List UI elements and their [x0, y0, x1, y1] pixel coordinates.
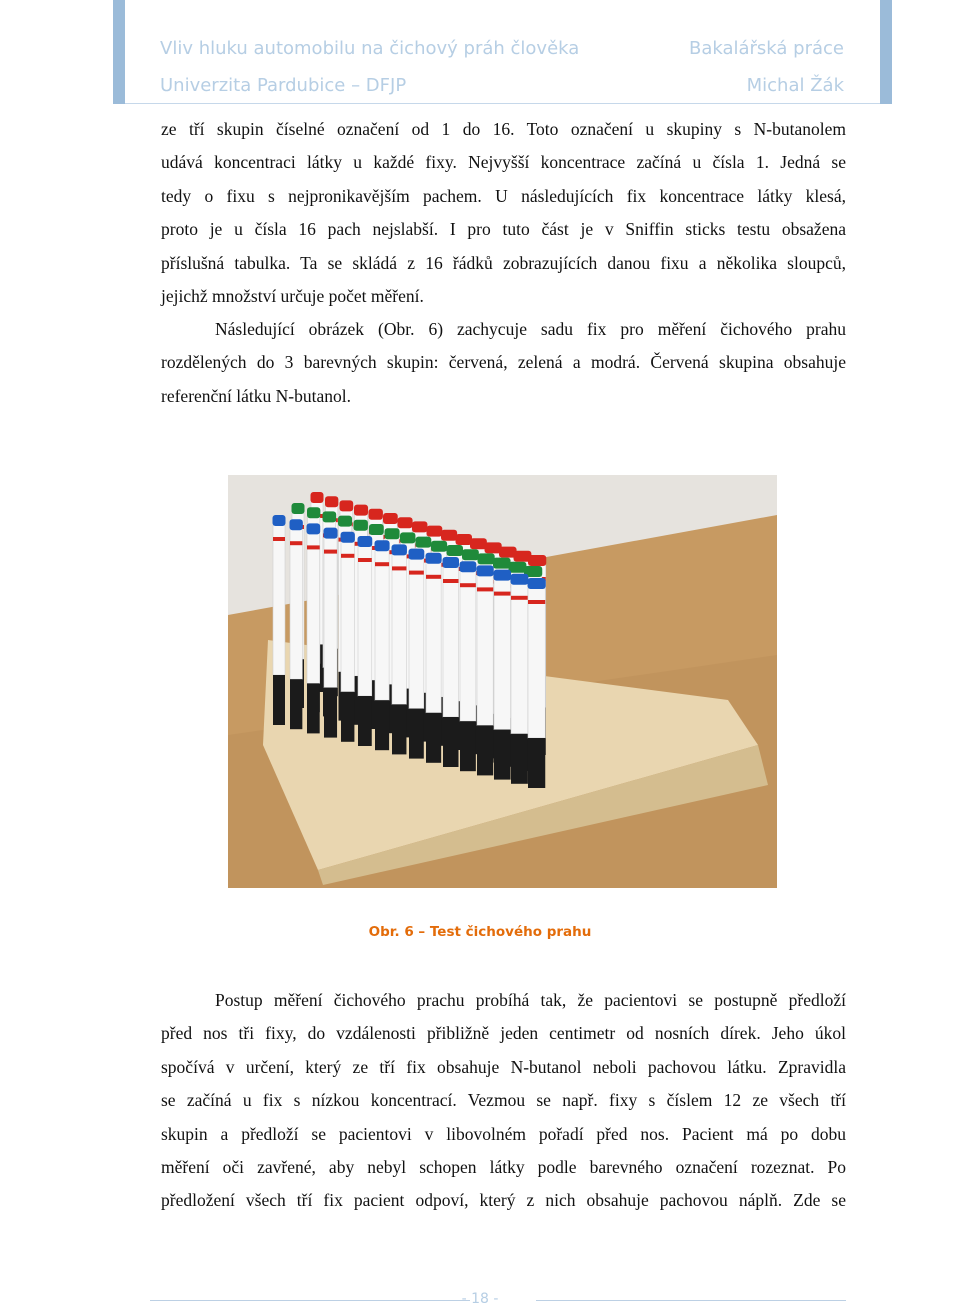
paragraph-line: před nos tři fixy, do vzdálenosti přibližně jeden centimetr od nosních dírek. Jeho úkol — [161, 1023, 846, 1044]
paragraph-1 — [161, 113, 846, 313]
stick-body — [409, 559, 424, 709]
page-number: - 18 - — [461, 1291, 499, 1307]
stick-cap — [324, 528, 338, 539]
paragraph-line: ze tří skupin číselné označení od 1 do 16. Toto označení u skupiny s N-butanolem — [161, 119, 846, 139]
stick-band — [324, 550, 337, 554]
stick-body — [392, 554, 406, 704]
header-author: Michal Žák — [746, 75, 844, 96]
stick-body — [511, 584, 528, 734]
stick-body — [375, 550, 389, 700]
stick-cap — [528, 555, 546, 566]
stick-band — [426, 575, 441, 579]
stick-tip — [290, 679, 302, 729]
paragraph-line: spočívá v určení, který ze tří fix obsahuje N-butanol neboli pachovou látku. Zpravidla — [161, 1056, 846, 1077]
figure-caption: Obr. 6 – Test čichového prahu — [368, 924, 592, 940]
paragraph-3 — [161, 984, 846, 1218]
stick-body — [324, 538, 337, 688]
stick-cap — [511, 574, 529, 585]
stick-cap — [447, 545, 464, 556]
stick-cap — [323, 511, 337, 522]
stick-cap — [292, 503, 305, 514]
stick-tip — [426, 713, 441, 763]
stick-band — [392, 566, 406, 570]
stick-cap — [383, 513, 398, 524]
paragraph-line: tedy o fixu s nejpronikavějším pachem. U následujících fix koncentrace látky klesá, — [161, 185, 846, 206]
stick-cap — [340, 500, 354, 511]
stick-cap — [409, 549, 425, 560]
stick-tip — [460, 721, 476, 771]
stick-cap — [477, 565, 494, 576]
stick-band — [494, 592, 511, 596]
stick-tip — [273, 675, 285, 725]
paragraph-line: předložení všech tří fix pacient odpoví, který z nich obsahuje pachovou náplň. Zde se — [161, 1190, 846, 1211]
stick-body — [477, 575, 493, 725]
stick-cap — [460, 561, 477, 572]
stick-body — [341, 542, 354, 692]
stick-tip — [307, 683, 320, 733]
stick-body — [494, 580, 511, 730]
header-title: Vliv hluku automobilu na čichový práh člověka — [160, 38, 580, 59]
paragraph-line: rozdělených do 3 barevných skupin: červená, zelená a modrá. Červená skupina obsahuje — [161, 352, 846, 373]
stick-cap — [385, 528, 400, 539]
stick-tip — [375, 700, 389, 750]
paragraph-line: se začíná u fix s nízkou koncentrací. Vezmou se např. fixy s číslem 12 ze všech tří — [161, 1090, 846, 1111]
stick-cap — [509, 562, 527, 573]
stick-band — [460, 583, 476, 587]
stick-body — [460, 571, 476, 721]
stick-cap — [307, 507, 320, 518]
paragraph-line: Postup měření čichového prachu probíhá tak, že pacientovi se postupně předloží — [215, 990, 846, 1010]
stick-band — [307, 545, 320, 549]
stick-cap — [426, 553, 442, 564]
stick-band — [358, 558, 372, 562]
stick-cap — [470, 538, 487, 549]
stick-cap — [443, 557, 460, 568]
stick-cap — [325, 496, 338, 507]
stick-cap — [358, 536, 373, 547]
stick-body — [358, 546, 372, 696]
paragraph-line: proto je u čísla 16 pach nejslabší. I pro tuto část je v Sniffin sticks testu obsažena — [161, 219, 846, 240]
stick-cap — [398, 517, 413, 528]
stick-band — [477, 587, 493, 591]
stick-cap — [462, 549, 479, 560]
stick-band — [273, 537, 285, 541]
stick-tip — [477, 725, 493, 775]
stick-cap — [456, 534, 473, 545]
stick-cap — [400, 532, 415, 543]
sniffin-sticks-photo — [228, 475, 777, 888]
stick-band — [375, 562, 389, 566]
stick-tip — [511, 734, 528, 784]
stick-cap — [273, 515, 286, 526]
stick-cap — [369, 509, 383, 520]
paragraph-line: měření oči zavřené, aby nebyl schopen látky podle barevného označení rozeznat. Po — [161, 1156, 846, 1177]
stick-cap — [354, 505, 368, 516]
paragraph-line: skupin a předloží se pacientovi v libovolném pořadí před nos. Pacient má po dobu — [161, 1123, 846, 1144]
paragraph-2 — [161, 313, 846, 413]
stick-cap — [494, 570, 512, 581]
stick-band — [528, 600, 545, 604]
header-left-accent-bar — [113, 0, 125, 104]
stick-tip — [494, 730, 511, 780]
stick-cap — [369, 524, 384, 535]
header-divider — [125, 103, 880, 104]
stick-cap — [338, 516, 352, 527]
stick-body — [528, 588, 545, 738]
stick-cap — [431, 541, 447, 552]
stick-cap — [307, 523, 321, 534]
stick-band — [341, 554, 354, 558]
stick-cap — [375, 540, 390, 551]
header-university: Univerzita Pardubice – DFJP — [160, 75, 407, 96]
stick-tip — [324, 688, 337, 738]
stick-body — [307, 533, 320, 683]
paragraph-line: referenční látku N-butanol. — [161, 385, 351, 406]
photo-illustration — [228, 475, 777, 888]
stick-cap — [354, 520, 368, 531]
paragraph-line: příslušná tabulka. Ta se skládá z 16 řádků zobrazujících danou fixu a několika sloupců, — [161, 252, 846, 273]
stick-cap — [427, 526, 443, 537]
stick-cap — [441, 530, 457, 541]
stick-cap — [528, 578, 546, 589]
stick-body — [273, 525, 285, 675]
stick-cap — [392, 544, 407, 555]
stick-cap — [311, 492, 324, 503]
stick-cap — [341, 532, 355, 543]
stick-band — [409, 571, 424, 575]
stick-cap — [290, 519, 303, 530]
stick-band — [511, 596, 528, 600]
stick-tip — [409, 709, 424, 759]
stick-cap — [412, 521, 427, 532]
header-right-accent-bar — [880, 0, 892, 104]
paragraph-line: jejichž množství určuje počet měření. — [161, 285, 424, 306]
stick-band — [443, 579, 459, 583]
paragraph-line: Následující obrázek (Obr. 6) zachycuje sadu fix pro měření čichového prahu — [215, 319, 846, 339]
stick-tip — [392, 704, 406, 754]
stick-cap — [416, 537, 432, 548]
stick-cap — [493, 558, 511, 569]
stick-tip — [443, 717, 459, 767]
stick-body — [426, 563, 441, 713]
stick-cap — [478, 553, 495, 564]
stick-band — [290, 541, 302, 545]
stick-body — [290, 529, 302, 679]
stick-tip — [341, 692, 354, 742]
stick-tip — [358, 696, 372, 746]
paragraph-line: udává koncentraci látky u každé fixy. Nejvyšší koncentrace začíná u čísla 1. Jedná se — [161, 152, 846, 173]
header-doc-type: Bakalářská práce — [688, 38, 844, 59]
stick-tip — [528, 738, 545, 788]
stick-body — [443, 567, 459, 717]
